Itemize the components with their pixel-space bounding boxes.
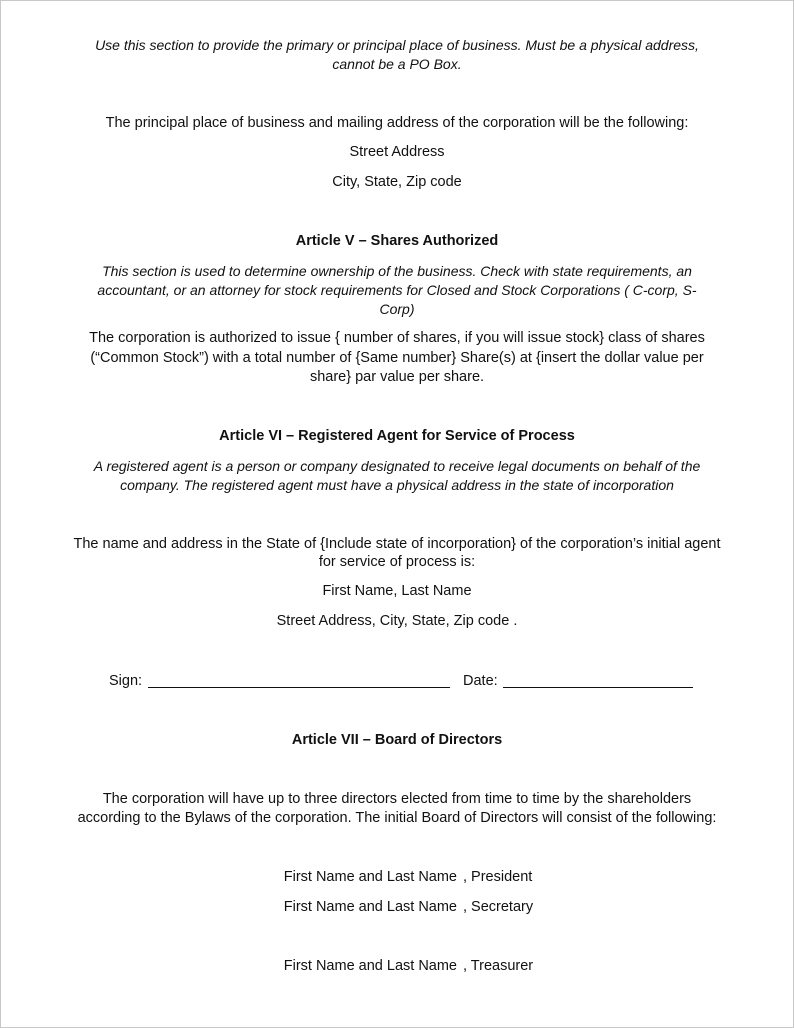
agent-name: First Name, Last Name bbox=[322, 583, 472, 599]
date-line[interactable] bbox=[503, 687, 693, 688]
article-vi-body-line-1: The name and address in the State of {Include state of incorporation} of the corporation’s initial agent bbox=[73, 536, 721, 552]
director-title: , Treasurer bbox=[463, 958, 534, 974]
article-vii-body-line-2: according to the Bylaws of the corporation. The initial Board of Directors will consist of the following: bbox=[77, 810, 717, 826]
principal-street-address: Street Address bbox=[349, 144, 445, 160]
article-vi-body-line-2: for service of process is: bbox=[318, 554, 476, 570]
article-v-note-line-1: This section is used to determine ownership of the business. Check with state requirements, an bbox=[102, 263, 692, 279]
principal-city-state-zip: City, State, Zip code bbox=[332, 174, 462, 190]
director-title: , President bbox=[463, 869, 533, 885]
article-vii-heading: Article VII – Board of Directors bbox=[291, 732, 503, 748]
date-label: Date: bbox=[463, 673, 498, 689]
article-vii-body-line-1: The corporation will have up to three directors elected from time to time by the shareholders bbox=[102, 791, 692, 807]
intro-note-line-1: Use this section to provide the primary or principal place of business. Must be a physical address, bbox=[95, 37, 699, 53]
article-vi-note-line-1: A registered agent is a person or company designated to receive legal documents on behalf of the bbox=[93, 458, 701, 474]
article-v-note-line-2: accountant, or an attorney for stock requirements for Closed and Stock Corporations ( C-corp, S- bbox=[97, 282, 697, 298]
signature-line[interactable] bbox=[148, 687, 450, 688]
sign-label: Sign: bbox=[109, 673, 143, 689]
article-v-note-line-3: Corp) bbox=[379, 301, 415, 317]
intro-note-line-2: cannot be a PO Box. bbox=[332, 56, 462, 72]
article-vi-heading: Article VI – Registered Agent for Service of Process bbox=[219, 428, 575, 444]
director-name: First Name and Last Name bbox=[283, 958, 457, 974]
article-v-heading: Article V – Shares Authorized bbox=[295, 233, 499, 249]
director-name: First Name and Last Name bbox=[283, 869, 457, 885]
article-v-body-line-1: The corporation is authorized to issue { number of shares, if you will issue stock} class of shares bbox=[89, 330, 705, 346]
article-v-body-line-2: (“Common Stock”) with a total number of {Same number} Share(s) at {insert the dollar value per bbox=[90, 350, 704, 366]
article-vi-note-line-2: company. The registered agent must have a physical address in the state of incorporation bbox=[120, 477, 674, 493]
principal-place-statement: The principal place of business and mailing address of the corporation will be the following: bbox=[105, 115, 689, 131]
director-title: , Secretary bbox=[463, 899, 534, 915]
director-name: First Name and Last Name bbox=[283, 899, 457, 915]
article-v-body-line-3: share} par value per share. bbox=[309, 369, 485, 385]
agent-address: Street Address, City, State, Zip code . bbox=[276, 613, 518, 629]
